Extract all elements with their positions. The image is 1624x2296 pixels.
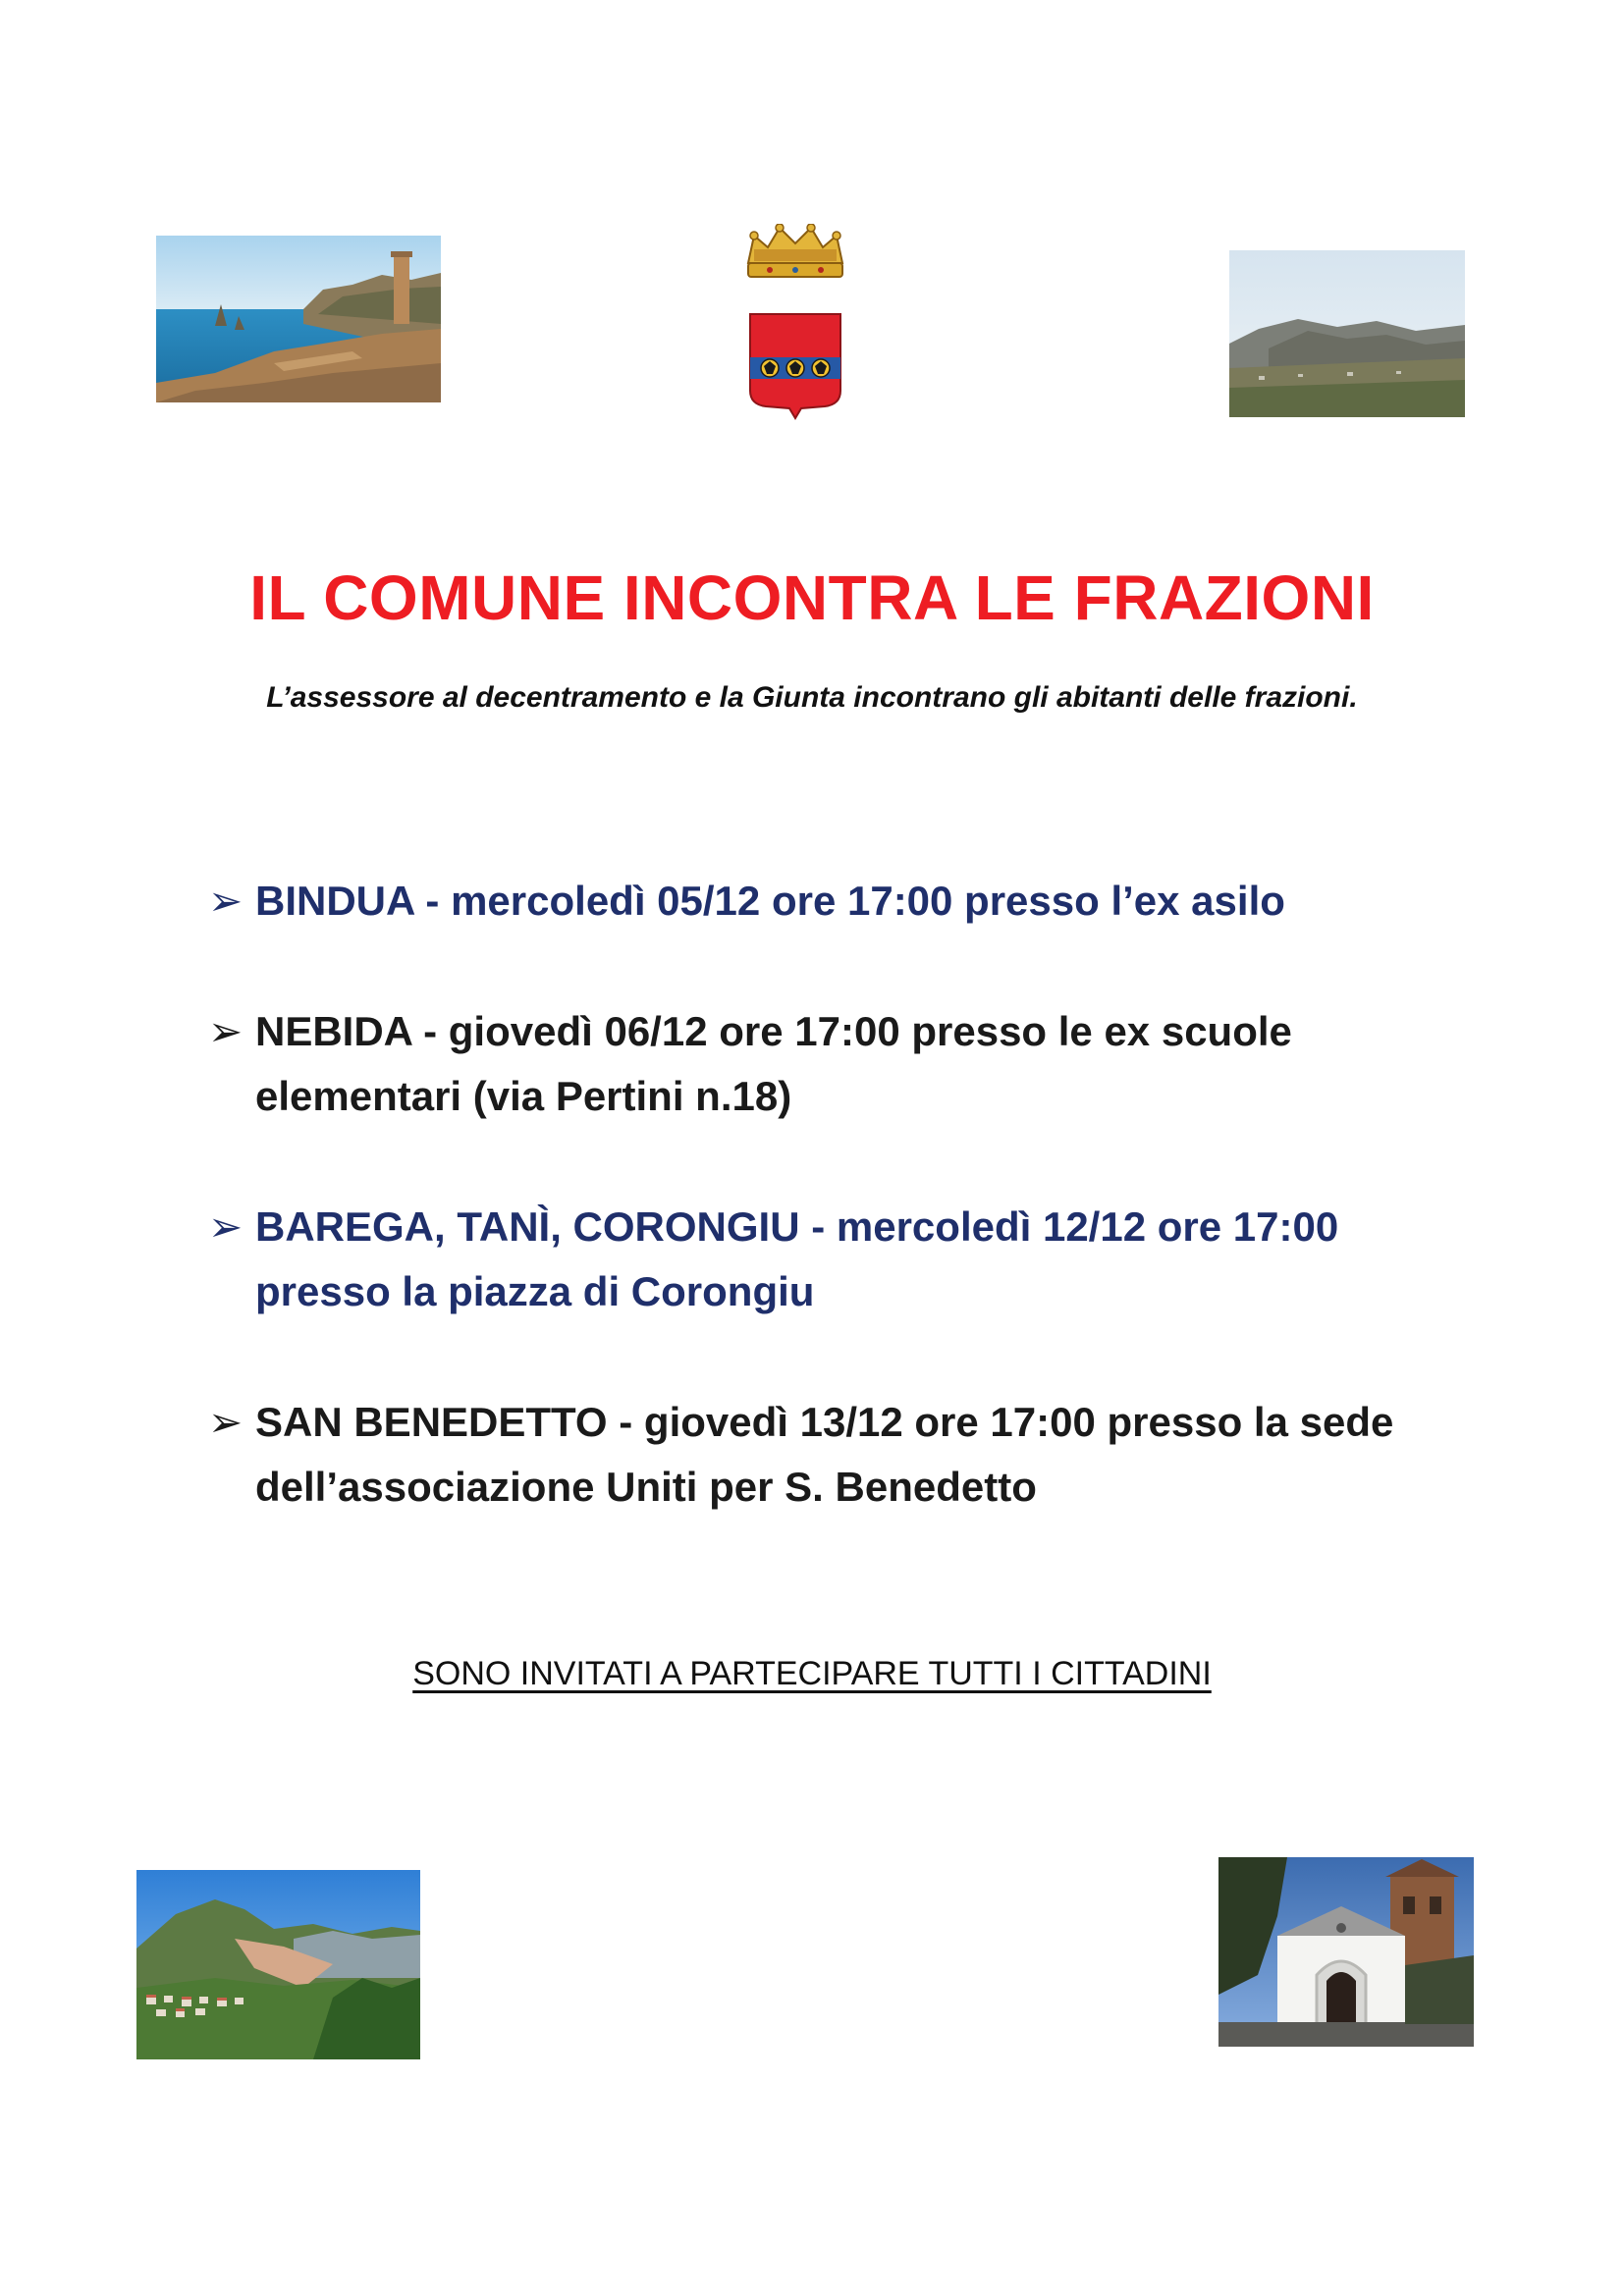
- arrow-bullet-icon: ➢: [208, 1399, 244, 1445]
- event-text: BINDUA - mercoledì 05/12 ore 17:00 presso l’ex asilo: [255, 878, 1285, 924]
- event-text: BAREGA, TANÌ, CORONGIU - mercoledì 12/12 ore 17:00 presso la piazza di Corongiu: [255, 1203, 1339, 1314]
- event-text: SAN BENEDETTO - giovedì 13/12 ore 17:00 presso la sede dell’associazione Uniti per S. Benedetto: [255, 1399, 1394, 1510]
- event-nebida: [208, 999, 1485, 1129]
- mountain-landscape-photo: [1229, 250, 1465, 417]
- page-subtitle: L’assessore al decentramento e la Giunta incontrano gli abitanti delle frazioni.: [266, 681, 1358, 714]
- event-text: NEBIDA - giovedì 06/12 ore 17:00 presso le ex scuole elementari (via Pertini n.18): [255, 1008, 1292, 1119]
- page-title: IL COMUNE INCONTRA LE FRAZIONI: [249, 562, 1375, 633]
- event-bindua: [208, 869, 1485, 934]
- event-barega-tani-corongiu: [208, 1195, 1485, 1324]
- arrow-bullet-icon: ➢: [208, 1008, 244, 1054]
- arrow-bullet-icon: ➢: [208, 878, 244, 924]
- municipal-crest-icon: [740, 224, 850, 420]
- arrow-bullet-icon: ➢: [208, 1203, 244, 1250]
- invitation-note: SONO INVITATI A PARTECIPARE TUTTI I CITTADINI: [412, 1655, 1212, 1692]
- event-san-benedetto: [208, 1390, 1485, 1520]
- chapel-photo: [1218, 1857, 1474, 2047]
- hillside-village-photo: [136, 1870, 420, 2059]
- coastal-cliffs-photo: [156, 236, 441, 402]
